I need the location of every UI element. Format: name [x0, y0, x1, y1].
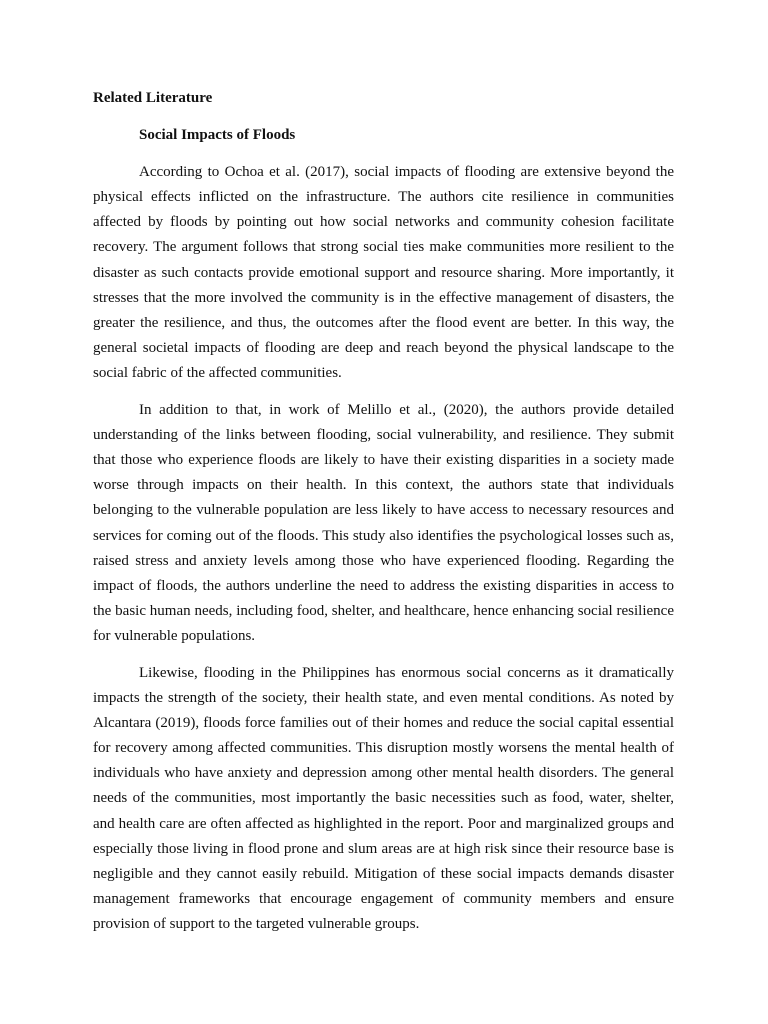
subsection-heading: Social Impacts of Floods	[139, 127, 296, 144]
document-body	[93, 86, 674, 949]
section-heading: Related Literature	[93, 90, 213, 106]
paragraph-2: In addition to that, in work of Melillo et al., (2020), the authors provide detailed understanding of the links between flooding, social vulnerability, and resilience. They submit that those who experience floods are likely to have their existing disparities in a society made worse through impacts on their health. In this context, the authors state that individuals belonging to the vulnerable population are less likely to have access to necessary resources and services for coming out of the floods. This study also identifies the psychological losses such as, raised stress and anxiety levels among those who have experienced flooding. Regarding the impact of floods, the authors underline the need to address the existing disparities in access to the basic human needs, including food, shelter, and healthcare, hence enhancing social resilience for vulnerable populations.	[93, 402, 674, 644]
paragraph-3: Likewise, flooding in the Philippines has enormous social concerns as it dramatically impacts the strength of the society, their health state, and even mental conditions. As noted by Alcantara (2019), floods force families out of their homes and reduce the social capital essential for recovery among affected communities. This disruption mostly worsens the mental health of individuals who have anxiety and depression among other mental health disorders. The general needs of the communities, most importantly the basic necessities such as food, water, shelter, and health care are often affected as highlighted in the report. Poor and marginalized groups and especially those living in flood prone and slum areas are at high risk since their resource base is negligible and they cannot easily rebuild. Mitigation of these social impacts demands disaster management frameworks that encourage engagement of community members and ensure provision of support to the targeted vulnerable groups.	[93, 664, 674, 932]
paragraph-1: According to Ochoa et al. (2017), social impacts of flooding are extensive beyond the physical effects inflicted on the infrastructure. The authors cite resilience in communities affected by floods by pointing out how social networks and community cohesion facilitate recovery. The argument follows that strong social ties make communities more resilient to the disaster as such contacts provide emotional support and resource sharing. More importantly, it stresses that the more involved the community is in the effective management of disasters, the greater the resilience, and thus, the outcomes after the flood event are better. In this way, the general societal impacts of flooding are deep and reach beyond the physical landscape to the social fabric of the affected communities.	[93, 164, 674, 381]
